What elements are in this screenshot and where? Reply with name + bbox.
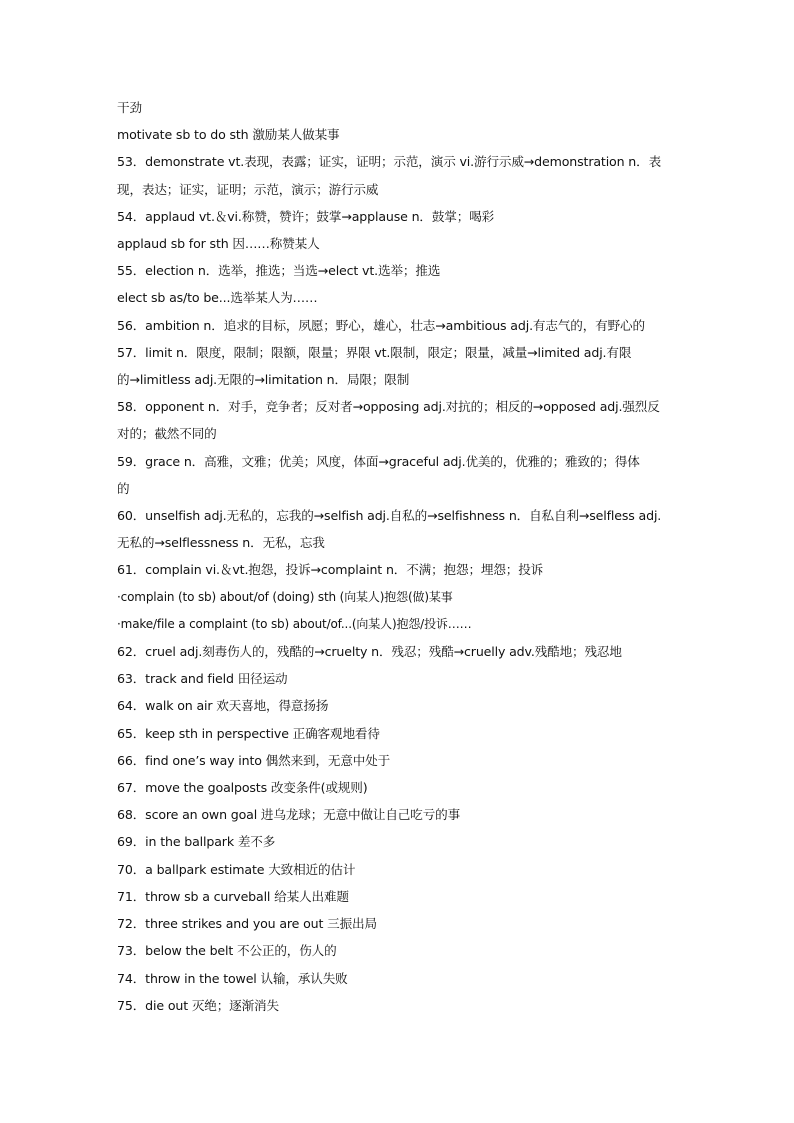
entry-67: 67．move the goalposts 改变条件(或规则)	[117, 780, 368, 796]
entry-65: 65．keep sth in perspective 正确客观地看待	[117, 725, 380, 741]
entry-54: 54．applaud vt.＆vi.称赞，赞许；鼓掌→applause n．鼓掌；喝彩	[117, 208, 495, 224]
text-line: 无私的→selflessness n．无私，忘我	[117, 535, 325, 551]
text-line: 现，表达；证实，证明；示范，演示；游行示威	[117, 181, 379, 197]
entry-59: 59．grace n．高雅，文雅；优美；风度，体面→graceful adj.优美的，优雅的；雅致的；得体	[117, 453, 640, 469]
entry-71: 71．throw sb a curveball 给某人出难题	[117, 888, 349, 904]
entry-62: 62．cruel adj.刻毒伤人的，残酷的→cruelty n．残忍；残酷→cruelly adv.残酷地；残忍地	[117, 644, 622, 660]
text-line: 对的；截然不同的	[117, 426, 217, 442]
entry-64: 64．walk on air 欢天喜地，得意扬扬	[117, 698, 329, 714]
text-line: applaud sb for sth 因……称赞某人	[117, 236, 320, 252]
text-line: elect sb as/to be...选举某人为……	[117, 290, 318, 306]
text-line: 的→limitless adj.无限的→limitation n．局限；限制	[117, 372, 410, 388]
entry-58: 58．opponent n．对手，竞争者；反对者→opposing adj.对抗的；相反的→opposed adj.强烈反	[117, 399, 660, 415]
text-line: ·complain (to sb) about/of (doing) sth (向某人)抱怨(做)某事	[117, 589, 453, 604]
entry-69: 69．in the ballpark 差不多	[117, 834, 276, 850]
entry-55: 55．election n．选举，推选；当选→elect vt.选举；推选	[117, 263, 441, 279]
text-line: 干劲	[117, 100, 142, 115]
entry-57: 57．limit n．限度，限制；限额，限量；界限 vt.限制，限定；限量，减量→limited adj.有限	[117, 344, 632, 360]
entry-66: 66．find one’s way into 偶然来到，无意中处于	[117, 752, 391, 768]
entry-73: 73．below the belt 不公正的，伤人的	[117, 943, 337, 959]
entry-61: 61．complain vi.＆vt.抱怨，投诉→complaint n．不满；抱怨；埋怨；投诉	[117, 562, 544, 578]
text-line: 的	[117, 480, 130, 496]
entry-56: 56．ambition n．追求的目标，夙愿；野心，雄心，壮志→ambitious adj.有志气的，有野心的	[117, 317, 645, 333]
entry-60: 60．unselfish adj.无私的，忘我的→selfish adj.自私的→selfishness n．自私自利→selfless adj.	[117, 508, 662, 524]
entry-74: 74．throw in the towel 认输，承认失败	[117, 970, 348, 986]
entry-68: 68．score an own goal 进乌龙球；无意中做让自己吃亏的事	[117, 807, 461, 823]
text-line: ·make/file a complaint (to sb) about/of...(向某人)抱怨/投诉……	[117, 616, 472, 631]
entry-75: 75．die out 灭绝；逐渐消失	[117, 997, 279, 1013]
entry-70: 70．a ballpark estimate 大致相近的估计	[117, 861, 356, 877]
entry-63: 63．track and field 田径运动	[117, 671, 288, 687]
entry-72: 72．three strikes and you are out 三振出局	[117, 916, 377, 932]
entry-53: 53．demonstrate vt.表现，表露；证实，证明；示范，演示 vi.游行示威→demonstration n．表	[117, 154, 662, 170]
text-line: motivate sb to do sth 激励某人做某事	[117, 127, 340, 143]
